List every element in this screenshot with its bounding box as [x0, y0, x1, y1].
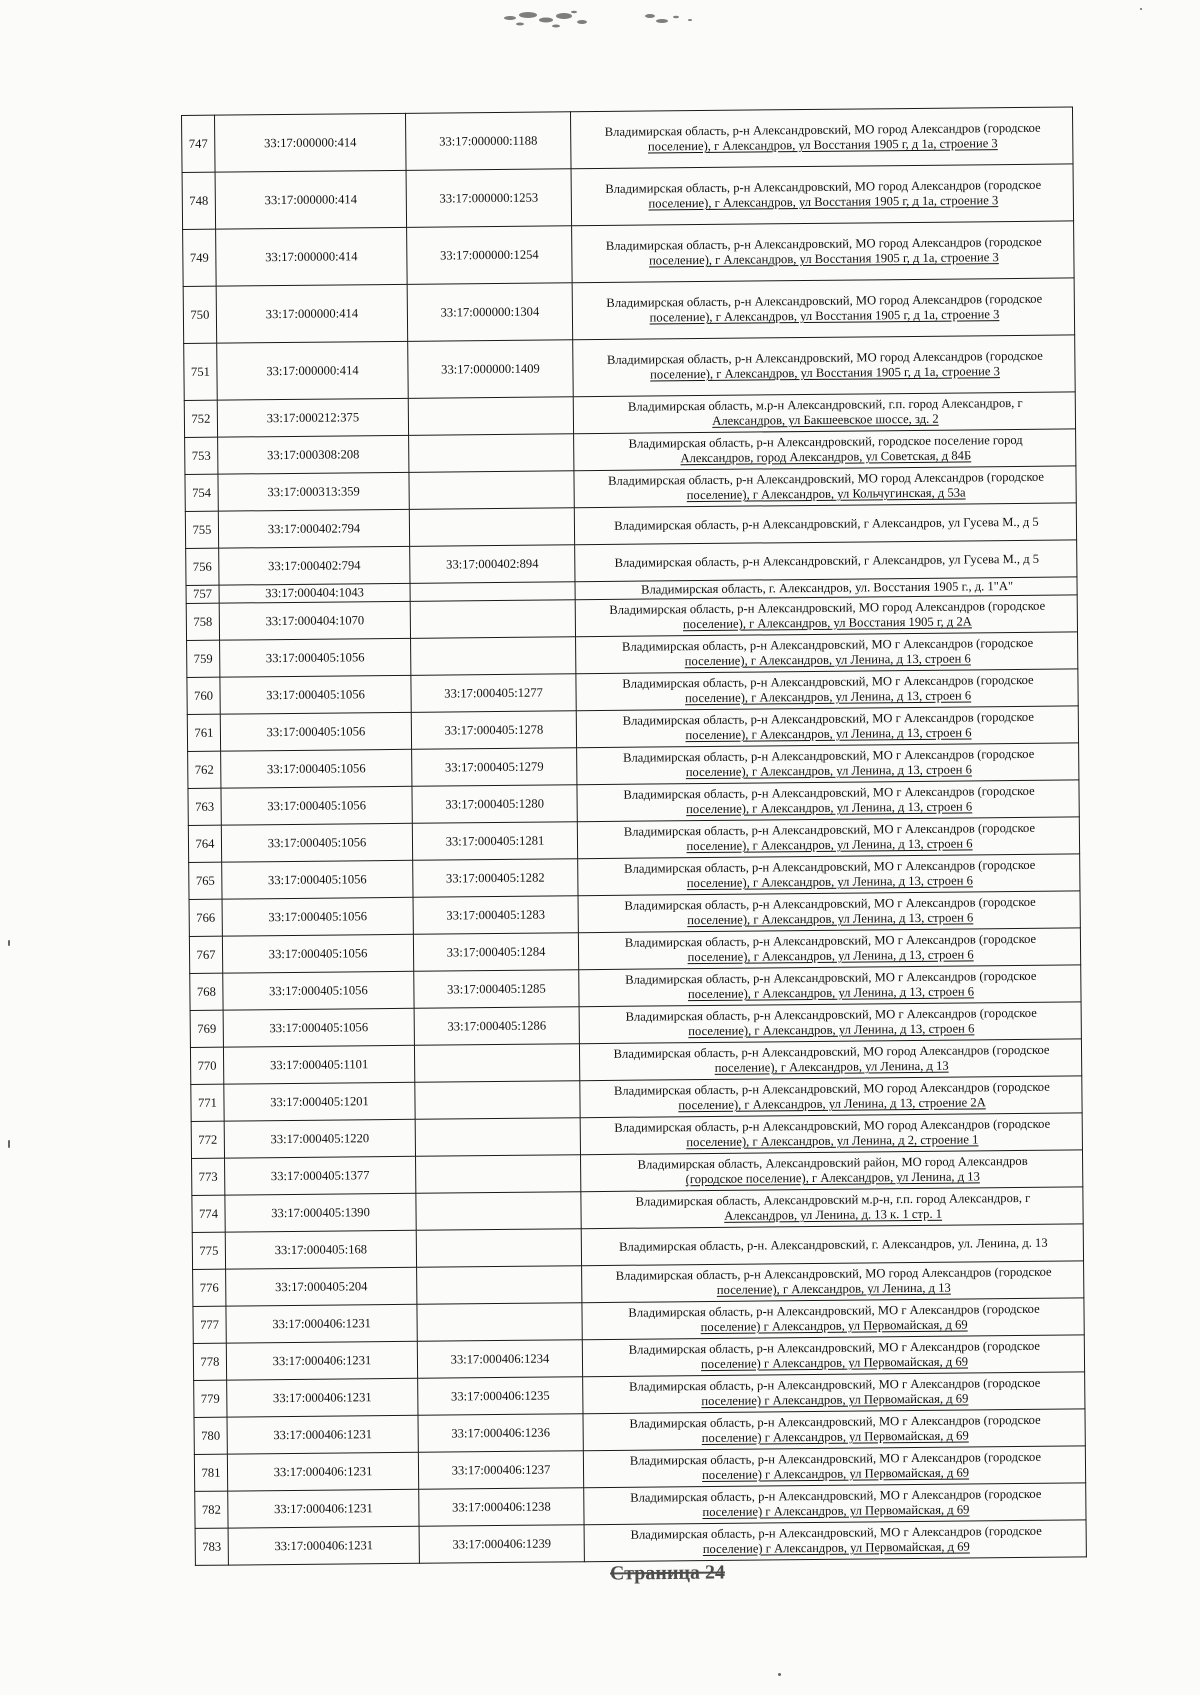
child-cadastral-number: 33:17:000000:1188 [405, 112, 571, 171]
address-cell [583, 1409, 1085, 1451]
parent-cadastral-number: 33:17:000406:1231 [226, 1341, 417, 1380]
row-number: 754 [185, 474, 218, 511]
address-cell [573, 392, 1075, 434]
address-line-2: поселение), г Александров, ул Ленина, д 13, строение 2А [678, 1095, 986, 1113]
address-cell [578, 891, 1080, 933]
address-line-2: (городское поселение), г Александров, ул Ленина, д 13 [685, 1169, 980, 1187]
address-line-1: Владимирская область, р-н Александровский, МО г Александров (городское [625, 969, 1037, 988]
address-line-1: Владимирская область, р-н. Александровский, г. Александров, ул. Ленина, д. 13 [619, 1235, 1048, 1254]
address-line-2: поселение), г Александров, ул Ленина, д 13, строен 6 [684, 651, 971, 669]
parent-cadastral-number: 33:17:000405:168 [225, 1230, 416, 1269]
address-line-2: поселение), г Александров, ул Восстания 1905 г, д 1а, строение 3 [648, 193, 999, 211]
parent-cadastral-number: 33:17:000000:414 [215, 170, 407, 229]
address-line-1: Владимирская область, р-н Александровский, МО город Александров (городское [614, 1116, 1051, 1136]
parent-cadastral-number: 33:17:000402:794 [219, 546, 410, 585]
parent-cadastral-number: 33:17:000406:1231 [227, 1452, 418, 1491]
cadastral-table [181, 106, 1087, 1565]
address-cell [581, 1187, 1083, 1229]
child-cadastral-number: 33:17:000000:1409 [408, 340, 574, 399]
parent-cadastral-number: 33:17:000405:1056 [221, 786, 412, 825]
parent-cadastral-number: 33:17:000000:414 [217, 341, 409, 400]
child-cadastral-number [410, 600, 575, 639]
child-cadastral-number: 33:17:000405:1280 [412, 785, 577, 824]
address-line-2: поселение), г Александров, ул Ленина, д 2, строение 1 [686, 1132, 979, 1150]
address-cell [572, 221, 1075, 283]
address-line-2: поселение) г Александров, ул Первомайская, д 69 [700, 1317, 968, 1335]
address-line-1: Владимирская область, р-н Александровский, МО город Александров (городское [609, 598, 1046, 618]
row-number: 773 [192, 1158, 225, 1195]
address-cell [580, 1150, 1082, 1192]
child-cadastral-number: 33:17:000406:1236 [418, 1414, 583, 1453]
address-cell [580, 1113, 1082, 1155]
row-number: 770 [190, 1047, 223, 1084]
address-line-1: Владимирская область, р-н Александровский, МО город Александров (городское [604, 121, 1041, 140]
address-cell [573, 335, 1076, 397]
address-cell [582, 1335, 1084, 1377]
parent-cadastral-number: 33:17:000405:1377 [225, 1156, 416, 1195]
address-line-1: Владимирская область, р-н Александровский, МО город Александров (городское [605, 235, 1042, 254]
parent-cadastral-number: 33:17:000212:375 [217, 398, 408, 437]
table-row [183, 278, 1075, 344]
address-line-2: поселение), г Александров, ул Ленина, д 13, строен 6 [685, 688, 972, 706]
parent-cadastral-number: 33:17:000405:1056 [221, 823, 412, 862]
address-line-2: поселение), г Александров, ул Ленина, д 13, строен 6 [686, 873, 973, 891]
address-cell [577, 743, 1079, 785]
row-number: 760 [187, 677, 220, 714]
table-row [183, 221, 1075, 287]
address-cell [574, 429, 1076, 471]
address-cell [580, 1076, 1082, 1118]
child-cadastral-number [409, 508, 574, 547]
row-number: 761 [187, 714, 220, 751]
row-number: 759 [187, 640, 220, 677]
child-cadastral-number: 33:17:000406:1238 [419, 1488, 584, 1527]
child-cadastral-number: 33:17:000405:1285 [414, 970, 579, 1009]
row-number: 775 [192, 1232, 225, 1269]
address-cell [577, 780, 1079, 822]
child-cadastral-number [409, 434, 574, 473]
child-cadastral-number [417, 1266, 582, 1305]
parent-cadastral-number: 33:17:000405:204 [226, 1267, 417, 1306]
parent-cadastral-number: 33:17:000405:1056 [223, 1008, 414, 1047]
address-line-2: поселение), г Александров, ул Ленина, д 13 [716, 1280, 951, 1297]
address-cell [574, 466, 1076, 508]
row-number: 781 [194, 1454, 227, 1491]
address-line-1: Владимирская область, р-н Александровский, г Александров, ул Гусева М., д 5 [614, 551, 1040, 570]
address-line-1: Владимирская область, р-н Александровский, МО г Александров (городское [625, 1006, 1037, 1025]
address-line-2: поселение), г Александров, ул Ленина, д 13, строен 6 [685, 725, 972, 743]
address-line-1: Владимирская область, р-н Александровский, МО город Александров (городское [613, 1079, 1050, 1099]
address-cell [578, 854, 1080, 896]
scan-speck [778, 1673, 781, 1676]
child-cadastral-number [417, 1303, 582, 1342]
address-line-2: Александров, ул Ленина, д. 13 к. 1 стр. 1 [724, 1206, 943, 1223]
address-line-2: поселение), г Александров, ул Ленина, д 13, строен 6 [687, 947, 974, 965]
row-number: 748 [182, 172, 216, 229]
address-line-2: поселение) г Александров, ул Первомайская, д 69 [702, 1539, 970, 1557]
address-line-1: Владимирская область, р-н Александровский, МО город Александров (городское [606, 292, 1043, 311]
row-number: 756 [186, 548, 219, 585]
table-row [184, 335, 1076, 401]
parent-cadastral-number: 33:17:000405:1056 [221, 749, 412, 788]
table-row [182, 107, 1074, 173]
row-number: 762 [188, 751, 221, 788]
child-cadastral-number: 33:17:000406:1239 [419, 1525, 584, 1564]
parent-cadastral-number: 33:17:000404:1070 [219, 601, 410, 640]
child-cadastral-number: 33:17:000405:1278 [411, 711, 576, 750]
row-number: 765 [189, 862, 222, 899]
row-number: 767 [189, 936, 222, 973]
parent-cadastral-number: 33:17:000406:1231 [228, 1489, 419, 1528]
address-line-2: поселение), г Александров, ул Ленина, д 13, строен 6 [688, 1021, 975, 1039]
parent-cadastral-number: 33:17:000405:1056 [222, 897, 413, 936]
address-cell [584, 1520, 1086, 1562]
address-line-1: Владимирская область, р-н Александровский, МО г Александров (городское [623, 821, 1036, 840]
address-line-1: Владимирская область, р-н Александровский, МО г Александров (городское [622, 673, 1034, 692]
parent-cadastral-number: 33:17:000404:1043 [219, 583, 410, 603]
address-line-2: поселение), г Александров, ул Ленина, д 13, строен 6 [686, 799, 973, 817]
parent-cadastral-number: 33:17:000405:1220 [224, 1119, 415, 1158]
row-number: 769 [190, 1010, 223, 1047]
address-line-1: Владимирская область, р-н Александровский, МО г Александров (городское [629, 1450, 1042, 1469]
row-number: 778 [193, 1343, 226, 1380]
row-number: 750 [183, 286, 217, 343]
address-line-1: Владимирская область, р-н Александровский, МО г Александров (городское [624, 895, 1036, 914]
child-cadastral-number: 33:17:000000:1254 [407, 226, 573, 285]
parent-cadastral-number: 33:17:000405:1101 [223, 1045, 414, 1084]
address-cell [572, 278, 1075, 340]
address-cell [579, 1039, 1081, 1081]
child-cadastral-number: 33:17:000406:1234 [417, 1340, 582, 1379]
parent-cadastral-number: 33:17:000405:1056 [220, 675, 411, 714]
parent-cadastral-number: 33:17:000313:359 [218, 472, 409, 511]
table-body [182, 107, 1087, 1565]
child-cadastral-number: 33:17:000406:1235 [418, 1377, 583, 1416]
address-line-1: Владимирская область, р-н Александровский, МО г Александров (городское [630, 1524, 1042, 1543]
address-cell [574, 503, 1076, 545]
child-cadastral-number: 33:17:000406:1237 [418, 1451, 583, 1490]
parent-cadastral-number: 33:17:000000:414 [215, 113, 407, 172]
child-cadastral-number: 33:17:000405:1279 [412, 748, 577, 787]
address-line-2: поселение), г Александров, ул Кольчугинская, д 53а [686, 485, 966, 503]
address-cell [581, 1224, 1083, 1266]
address-cell [575, 595, 1077, 637]
address-line-2: поселение), г Александров, ул Восстания 1905 г, д 1а, строение 3 [647, 136, 998, 154]
address-line-2: поселение) г Александров, ул Первомайская, д 69 [701, 1428, 969, 1446]
child-cadastral-number: 33:17:000405:1281 [412, 822, 577, 861]
parent-cadastral-number: 33:17:000406:1231 [227, 1415, 418, 1454]
row-number: 777 [193, 1306, 226, 1343]
row-number: 772 [191, 1121, 224, 1158]
row-number: 771 [191, 1084, 224, 1121]
address-cell [582, 1298, 1084, 1340]
row-number: 776 [193, 1269, 226, 1306]
row-number: 758 [186, 603, 219, 640]
address-line-1: Владимирская область, р-н Александровский, МО г Александров (городское [624, 858, 1036, 877]
address-line-1: Владимирская область, р-н Александровский, МО город Александров (городское [615, 1264, 1052, 1284]
address-line-1: Владимирская область, р-н Александровский, МО г Александров (городское [623, 784, 1035, 803]
table-row [195, 1520, 1086, 1566]
address-line-1: Владимирская область, р-н Александровский, городское поселение город [628, 433, 1023, 451]
address-line-2: поселение), г Александров, ул Восстания 1905 г, д 1а, строение 3 [648, 250, 999, 268]
child-cadastral-number [409, 471, 574, 510]
address-cell [582, 1261, 1084, 1303]
address-line-1: Владимирская область, р-н Александровский, г Александров, ул Гусева М., д 5 [614, 514, 1039, 533]
address-cell [570, 107, 1073, 169]
child-cadastral-number [416, 1155, 581, 1194]
row-number: 782 [195, 1491, 228, 1528]
parent-cadastral-number: 33:17:000405:1056 [222, 860, 413, 899]
address-cell [576, 669, 1078, 711]
table-row [182, 164, 1074, 230]
address-line-1: Владимирская область, р-н Александровский, МО город Александров (городское [606, 349, 1043, 368]
child-cadastral-number [408, 397, 573, 436]
address-line-2: поселение) г Александров, ул Первомайская, д 69 [702, 1502, 970, 1520]
address-line-1: Владимирская область, р-н Александровский, МО г Александров (городское [622, 710, 1035, 729]
address-line-2: Александров, ул Бакшеевское шоссе, зд. 2 [712, 411, 939, 428]
address-line-2: поселение) г Александров, ул Первомайская, д 69 [701, 1465, 970, 1483]
address-line-1: Владимирская область, р-н Александровский, МО город Александров (городское [605, 178, 1042, 197]
address-line-1: Владимирская область, м.р-н Александровский, г.п. город Александров, г [627, 396, 1023, 414]
row-number: 755 [185, 511, 218, 548]
row-number: 751 [184, 343, 218, 400]
row-number: 768 [190, 973, 223, 1010]
child-cadastral-number [415, 1118, 580, 1157]
address-line-1: Владимирская область, р-н Александровский, МО г Александров (городское [624, 932, 1037, 951]
address-line-1: Владимирская область, р-н Александровский, МО город Александров (городское [613, 1042, 1050, 1062]
parent-cadastral-number: 33:17:000405:1056 [222, 934, 413, 973]
parent-cadastral-number: 33:17:000405:1056 [220, 712, 411, 751]
address-cell [583, 1372, 1085, 1414]
address-line-1: Владимирская область, р-н Александровский, МО г Александров (городское [629, 1413, 1041, 1432]
child-cadastral-number: 33:17:000402:894 [410, 545, 575, 584]
child-cadastral-number: 33:17:000000:1253 [406, 169, 572, 228]
scan-header-smudge [490, 6, 750, 32]
address-cell [576, 706, 1078, 748]
address-cell [577, 817, 1079, 859]
parent-cadastral-number: 33:17:000405:1056 [223, 971, 414, 1010]
address-cell [579, 1002, 1081, 1044]
parent-cadastral-number: 33:17:000405:1390 [225, 1193, 416, 1232]
parent-cadastral-number: 33:17:000000:414 [216, 284, 408, 343]
scan-speck [8, 1140, 10, 1148]
parent-cadastral-number: 33:17:000308:208 [218, 435, 409, 474]
address-line-1: Владимирская область, Александровский район, МО город Александров [637, 1154, 1028, 1172]
address-line-1: Владимирская область, р-н Александровский, МО г Александров (городское [621, 636, 1034, 655]
child-cadastral-number [411, 637, 576, 676]
scan-speck [1140, 8, 1142, 10]
row-number: 780 [194, 1417, 227, 1454]
parent-cadastral-number: 33:17:000405:1056 [220, 638, 411, 677]
row-number: 757 [186, 585, 219, 603]
row-number: 774 [192, 1195, 225, 1232]
address-line-2: поселение) г Александров, ул Первомайская, д 69 [701, 1391, 969, 1409]
address-line-2: поселение), г Александров, ул Восстания 1905 г, д 1а, строение 3 [649, 307, 1000, 325]
child-cadastral-number: 33:17:000000:1304 [407, 283, 573, 342]
row-number: 783 [195, 1528, 228, 1565]
parent-cadastral-number: 33:17:000405:1201 [224, 1082, 415, 1121]
row-number: 749 [183, 229, 217, 286]
row-number: 752 [184, 400, 217, 437]
parent-cadastral-number: 33:17:000000:414 [216, 227, 408, 286]
parent-cadastral-number: 33:17:000406:1231 [227, 1378, 418, 1417]
child-cadastral-number: 33:17:000405:1282 [413, 859, 578, 898]
address-line-1: Владимирская область, г. Александров, ул. Восстания 1905 г., д. 1"А" [640, 579, 1014, 597]
address-cell [578, 928, 1080, 970]
parent-cadastral-number: 33:17:000406:1231 [228, 1526, 419, 1565]
address-line-2: Александров, город Александров, ул Советская, д 84Б [680, 448, 972, 466]
address-line-2: поселение) г Александров, ул Первомайская, д 69 [700, 1354, 969, 1372]
child-cadastral-number: 33:17:000405:1284 [413, 933, 578, 972]
address-cell [571, 164, 1074, 226]
address-line-2: поселение), г Александров, ул Ленина, д 13, строен 6 [685, 762, 972, 780]
page-footer: Страница 24 [609, 1561, 726, 1585]
child-cadastral-number [410, 582, 575, 602]
row-number: 747 [182, 115, 216, 172]
address-line-2: поселение), г Александров, ул Восстания 1905 г, д 1а, строение 3 [650, 364, 1000, 382]
row-number: 753 [185, 437, 218, 474]
address-line-1: Владимирская область, р-н Александровский, МО г Александров (городское [629, 1376, 1041, 1395]
address-cell [584, 1483, 1086, 1525]
address-line-1: Владимирская область, Александровский м.р-н, г.п. город Александров, г [635, 1191, 1031, 1209]
address-line-2: поселение), г Александров, ул Ленина, д 13 [714, 1058, 949, 1075]
child-cadastral-number [415, 1081, 580, 1120]
address-line-2: поселение), г Александров, ул Восстания 1905 г, д 2А [682, 614, 972, 632]
parent-cadastral-number: 33:17:000406:1231 [226, 1304, 417, 1343]
row-number: 766 [189, 899, 222, 936]
child-cadastral-number [416, 1229, 581, 1268]
address-line-1: Владимирская область, р-н Александровский, МО г Александров (городское [628, 1302, 1040, 1321]
child-cadastral-number: 33:17:000405:1286 [414, 1007, 579, 1046]
address-line-1: Владимирская область, р-н Александровский, МО г Александров (городское [630, 1487, 1042, 1506]
address-line-1: Владимирская область, р-н Александровский, МО г Александров (городское [628, 1339, 1041, 1358]
child-cadastral-number [416, 1192, 581, 1231]
child-cadastral-number: 33:17:000405:1283 [413, 896, 578, 935]
address-line-2: поселение), г Александров, ул Ленина, д 13, строен 6 [687, 984, 975, 1002]
address-cell [579, 965, 1081, 1007]
address-line-1: Владимирская область, р-н Александровский, МО город Александров (городское [608, 469, 1045, 489]
child-cadastral-number [414, 1044, 579, 1083]
row-number: 779 [194, 1380, 227, 1417]
address-cell [575, 540, 1077, 582]
scan-speck [8, 940, 10, 946]
parent-cadastral-number: 33:17:000402:794 [218, 509, 409, 548]
address-cell [583, 1446, 1085, 1488]
address-line-1: Владимирская область, р-н Александровский, МО г Александров (городское [623, 747, 1035, 766]
address-line-2: поселение), г Александров, ул Ленина, д 13, строен 6 [687, 910, 974, 928]
row-number: 764 [188, 825, 221, 862]
address-cell [576, 632, 1078, 674]
child-cadastral-number: 33:17:000405:1277 [411, 674, 576, 713]
row-number: 763 [188, 788, 221, 825]
address-line-2: поселение), г Александров, ул Ленина, д 13, строен 6 [686, 836, 973, 854]
